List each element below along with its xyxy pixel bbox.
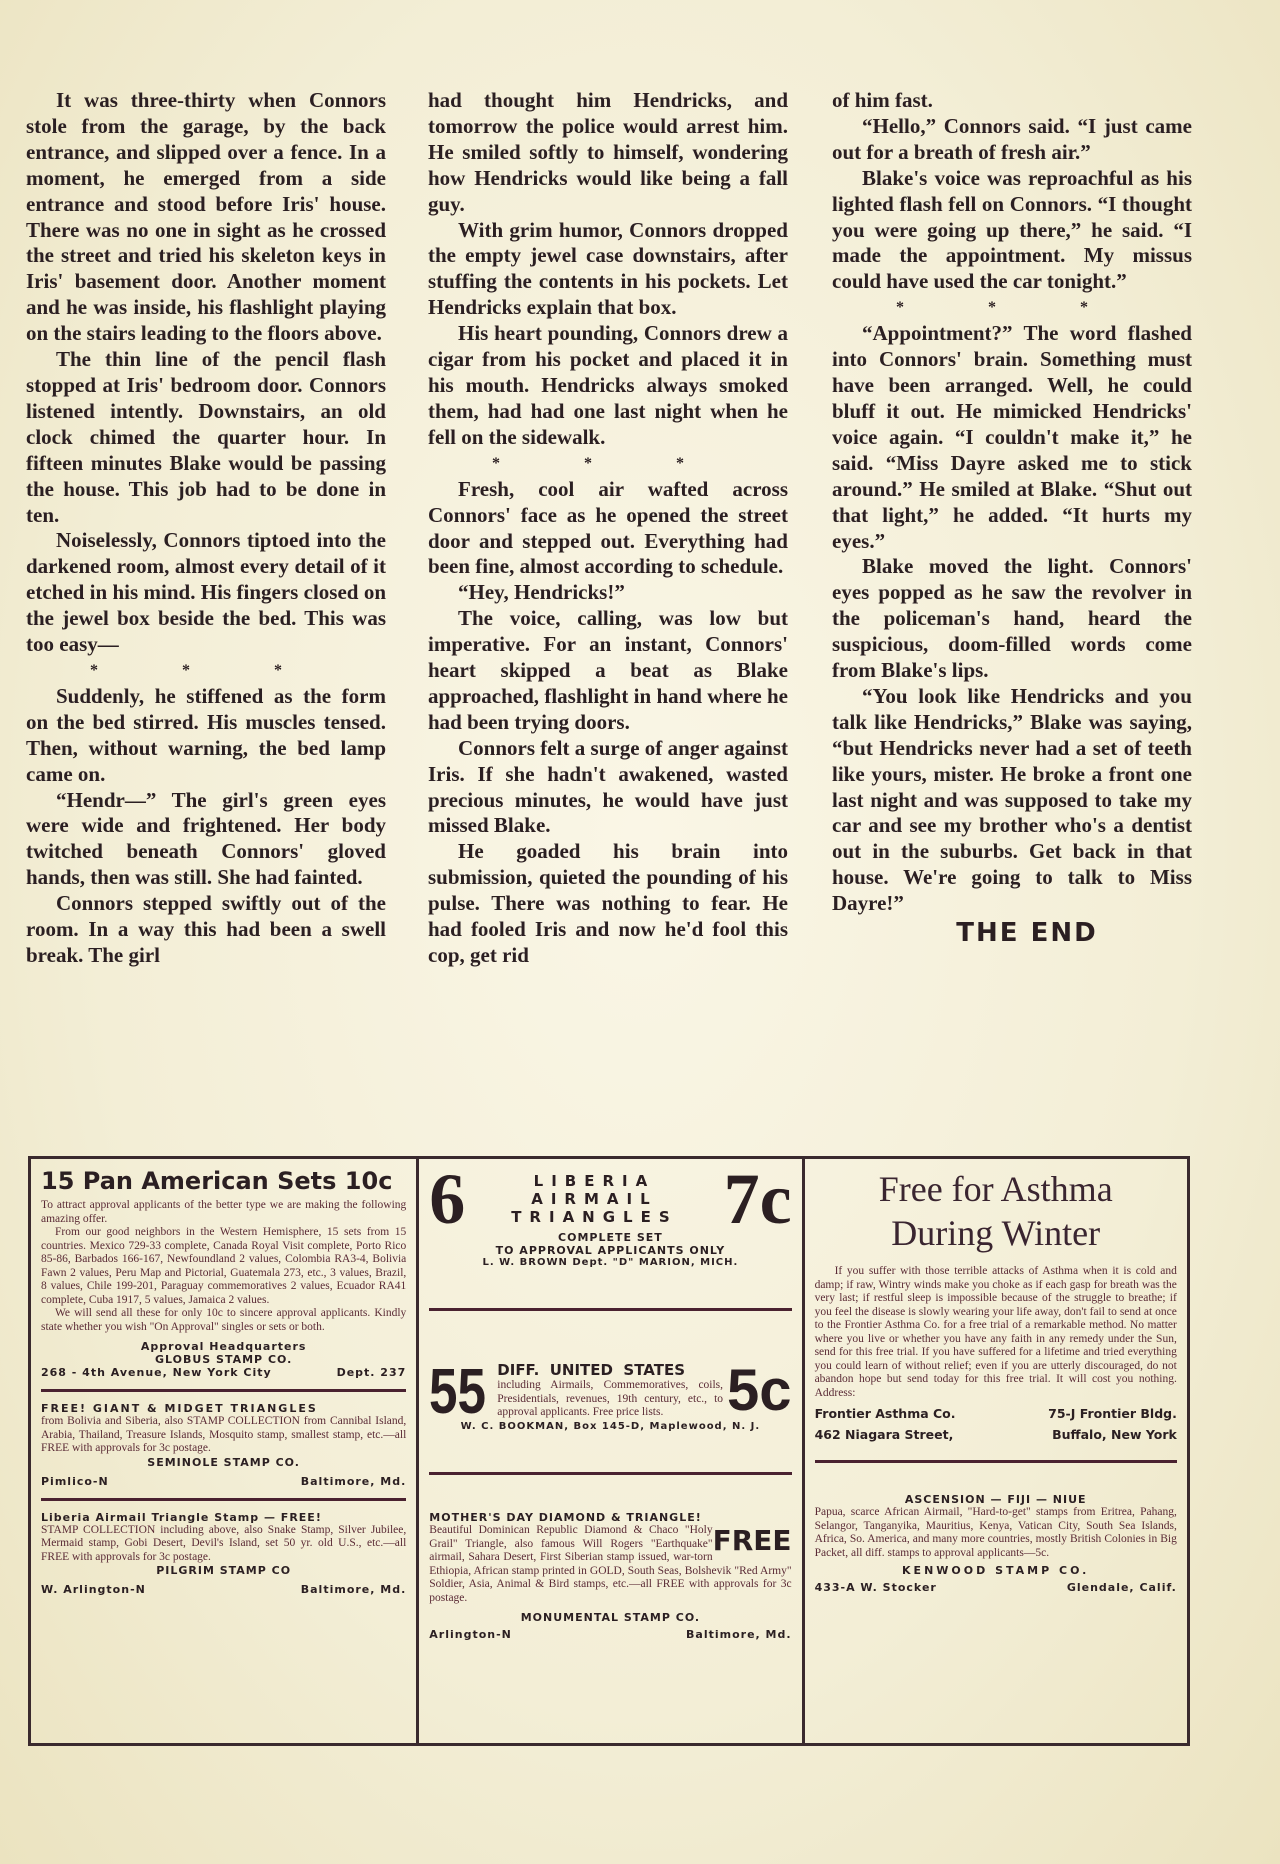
section-separator: * * * bbox=[90, 661, 322, 679]
paragraph: “Hello,” Connors said. “I just came out for a breath of fresh air.” bbox=[832, 113, 1192, 164]
paragraph: Blake moved the light. Connors' eyes popped as he saw the revolver in the policeman's hand, heard the suspicious, doom-filled words come from Blake's lips. bbox=[832, 554, 1192, 683]
paragraph: With grim humor, Connors dropped the empty jewel case downstairs, after stuffing the contents in his pockets. Let Hendricks explain that box. bbox=[428, 217, 788, 320]
ad-column-2 bbox=[416, 1159, 801, 1743]
brown-line: LIBERIA bbox=[533, 1172, 656, 1190]
kenwood-head: ASCENSION — FIJI — NIUE bbox=[904, 1493, 1087, 1506]
kenwood-right: Glendale, Calif. bbox=[1066, 1581, 1177, 1594]
bookman-price: 5c bbox=[727, 1358, 792, 1423]
monumental-company: MONUMENTAL STAMP CO. bbox=[520, 1611, 701, 1624]
seminole-body: from Bolivia and Siberia, also STAMP COLLECTION from Cannibal Island, Arabia, Thailand, Treasure Islands, Mosquito stamp, smallest stamp, etc.—all FREE with approvals for 3c postage. bbox=[41, 1415, 407, 1454]
monumental-right: Baltimore, Md. bbox=[686, 1628, 792, 1641]
globus-body: We will send all these for only 10c to sincere approval applicants. Kindly state whether you wish "On Approval" singles or sets or both. bbox=[41, 1307, 407, 1333]
paragraph: His heart pounding, Connors drew a cigar from his pocket and placed it in his mouth. Hendricks always smoked them, had had one last night when he fell on the sidewalk. bbox=[428, 321, 788, 449]
paragraph: Suddenly, he stiffened as the form on the bed stirred. His muscles tensed. Then, without warning, the bed lamp came on. bbox=[26, 683, 386, 786]
globus-body: To attract approval applicants of the better type we are making the following amazing offer. bbox=[41, 1199, 407, 1225]
monumental-free: FREE bbox=[712, 1524, 792, 1557]
divider bbox=[41, 1498, 406, 1501]
paragraph: It was three-thirty when Connors stole from the garage, by the back entrance, and slipped over a fence. In a moment, he emerged from a side entrance and stood before Iris' house. There was no one in sight as he crossed the street and tried his skeleton keys in Iris' basement door. Another moment and he was inside, his flashlight playing on the stairs leading to the floors above. bbox=[26, 88, 386, 346]
divider bbox=[815, 1460, 1177, 1463]
divider bbox=[41, 1389, 406, 1392]
section-separator: * * * bbox=[492, 454, 724, 472]
paragraph: “You look like Hendricks and you talk like Hendricks,” Blake was saying, “but Hendricks never had a set of teeth like yours, mister. He broke a front one last night and was supposed to take my car and see my brother who's a dentist out in the suburbs. Get back in that house. We're going to talk to Miss Dayre!” bbox=[832, 683, 1192, 916]
paragraph: Fresh, cool air wafted across Connors' face as he opened the street door and stepped out. Everything had been fine, almost according to schedule. bbox=[428, 476, 788, 579]
advertisements-box bbox=[28, 1156, 1190, 1746]
bookman-body: including Airmails, Commemoratives, coils, Presidentials, revenues, 19th century, etc., to approval applicants. Free price lists. bbox=[497, 1379, 724, 1418]
seminole-company: SEMINOLE STAMP CO. bbox=[147, 1455, 300, 1469]
brown-number: 6 bbox=[429, 1159, 466, 1239]
story-column-2 bbox=[428, 88, 788, 969]
asthma-body: If you suffer with those terrible attacks of Asthma when it is cold and damp; if raw, Wintry winds make you choke as if each gasp for breath was the very last; if restful sleep is impossible because of the struggle to breathe; if you feel the disease is slowly wearing your life away, don't fail to send at once to the Frontier Asthma Co. for a free trial of a remarkable method. No matter where you live or whether you have any faith in any remedy under the Sun, send for this free trial. If you have suffered for a lifetime and tried everything you could learn of without relief; even if you are utterly discouraged, do not abandon hope but send today for this free trial. It will cost you nothing. Address: bbox=[814, 1265, 1177, 1399]
globus-address: 268 - 4th Avenue, New York City bbox=[41, 1366, 272, 1379]
monumental-head: MOTHER'S DAY DIAMOND & TRIANGLE! bbox=[429, 1511, 702, 1524]
paragraph: Connors felt a surge of anger against Iris. If she hadn't awakened, wasted precious minutes, he would have just missed Blake. bbox=[428, 735, 788, 838]
asthma-title: Free for Asthma bbox=[878, 1169, 1113, 1209]
paragraph: “Appointment?” The word flashed into Connors' brain. Something must have been arranged. Well, he could bluff it out. He mimicked Hendricks' voice again. “I couldn't make it,” he said. “Miss Dayre asked me to stick around.” He smiled at Blake. “Shut out that light,” he added. “It hurts my eyes.” bbox=[832, 321, 1192, 553]
kenwood-company: KENWOOD STAMP CO. bbox=[902, 1564, 1090, 1577]
pilgrim-left: W. Arlington-N bbox=[41, 1583, 146, 1596]
brown-price: 7c bbox=[723, 1159, 792, 1239]
brown-line: COMPLETE SET bbox=[558, 1231, 663, 1244]
monumental-left: Arlington-N bbox=[429, 1628, 512, 1641]
ad-column-1 bbox=[31, 1159, 416, 1743]
globus-company: GLOBUS STAMP CO. bbox=[154, 1353, 293, 1366]
pilgrim-right: Baltimore, Md. bbox=[300, 1583, 407, 1596]
paragraph: “Hendr—” The girl's green eyes were wide and frightened. Her body twitched beneath Connors' gloved hands, then was still. She had fainted. bbox=[26, 787, 386, 890]
paragraph: The voice, calling, was low but imperative. For an instant, Connors' heart skipped a beat as Blake approached, flashlight in hand where he had been trying doors. bbox=[428, 606, 788, 734]
monumental-body: Beautiful Dominican Republic Diamond & Chaco "Holy Grail" Triangle, also famous Will Rogers "Earthquake" airmail, Sahara Desert, First Siberian stamp issued, war-torn Ethiopia, African stamp printed in GOLD, South Seas, Bolshevik "Red Army" Soldier, Asia, Animal & Bird stamps, etc.—all FREE with approvals for 3c postage. bbox=[429, 1524, 792, 1604]
bookman-head: DIFF. UNITED STATES bbox=[497, 1361, 686, 1379]
bookman-address: W. C. BOOKMAN, Box 145-D, Maplewood, N. J. bbox=[460, 1421, 761, 1432]
pilgrim-company: PILGRIM STAMP CO bbox=[156, 1564, 292, 1577]
paragraph: of him fast. bbox=[832, 88, 933, 112]
section-separator: * * * bbox=[896, 299, 1128, 317]
globus-title: 15 Pan American Sets 10c bbox=[41, 1167, 393, 1195]
paragraph: The thin line of the pencil flash stopped at Iris' bedroom door. Connors listened intently. Downstairs, an old clock chimed the quarter hour. In fifteen minutes Blake would be passing the house. This job had to be done in ten. bbox=[26, 347, 386, 527]
paragraph: Noiselessly, Connors tiptoed into the darkened room, almost every detail of it etched in his mind. His fingers closed on the jewel box beside the bed. This was too easy— bbox=[26, 528, 386, 657]
kenwood-body: Papua, scarce African Airmail, "Hard-to-get" stamps from Eritrea, Pahang, Selangor, Tanganyika, Mauritius, Kenya, Vatican City, South Sea Islands, Africa, So. America, and many more countries, mostly British Colonies in Big Packet, all diff. stamps to approval applicants—5c. bbox=[814, 1506, 1177, 1559]
paragraph: Connors stepped swiftly out of the room. In a way this had been a swell break. The girl bbox=[26, 891, 386, 967]
globus-dept: Dept. 237 bbox=[336, 1366, 407, 1379]
brown-line: AIRMAIL bbox=[531, 1190, 658, 1208]
asthma-title: During Winter bbox=[891, 1213, 1101, 1253]
seminole-left: Pimlico-N bbox=[41, 1474, 109, 1488]
the-end-label: THE END bbox=[956, 918, 1098, 949]
divider bbox=[429, 1472, 791, 1475]
asthma-address: 75-J Frontier Bldg. bbox=[1048, 1406, 1177, 1421]
seminole-head: FREE! GIANT & MIDGET TRIANGLES bbox=[41, 1402, 318, 1415]
divider bbox=[429, 1308, 791, 1311]
brown-line: TO APPROVAL APPLICANTS ONLY bbox=[495, 1244, 726, 1257]
brown-address: L. W. BROWN Dept. "D" MARION, MICH. bbox=[482, 1257, 739, 1268]
paragraph: He goaded his brain into submission, quieted the pounding of his pulse. There was nothing to fear. He had fooled Iris and now he'd fool this cop, get rid bbox=[428, 839, 788, 967]
seminole-right: Baltimore, Md. bbox=[300, 1474, 407, 1488]
asthma-address: 462 Niagara Street, bbox=[814, 1427, 954, 1442]
asthma-address: Buffalo, New York bbox=[1052, 1427, 1177, 1442]
paragraph: “Hey, Hendricks!” bbox=[458, 580, 625, 605]
bookman-number: 55 bbox=[429, 1355, 487, 1427]
asthma-address: Frontier Asthma Co. bbox=[814, 1406, 956, 1421]
kenwood-left: 433-A W. Stocker bbox=[814, 1581, 937, 1594]
ad-column-3 bbox=[802, 1159, 1187, 1743]
paragraph: Blake's voice was reproachful as his lighted flash fell on Connors. “I thought you were going up there,” he said. “I made the appointment. My missus could have used the car tonight.” bbox=[832, 165, 1192, 294]
pilgrim-head: Liberia Airmail Triangle Stamp — FREE! bbox=[41, 1510, 322, 1524]
story-column-3 bbox=[832, 88, 1192, 947]
story-column-1 bbox=[26, 88, 386, 969]
brown-line: TRIANGLES bbox=[511, 1208, 678, 1226]
globus-body: From our good neighbors in the Western Hemisphere, 15 sets from 15 countries. Mexico 729-33 complete, Canada Royal Visit complete, Porto Rico 85-86, Barbados 166-167, Newfoundland 2 values, Colombia RA3-4, Bolivia Fawn 2 values, Peru Map and Pictorial, Guatemala 273, etc., 3 values, Brazil, 8 values, Chile 199-201, Paraguay commemoratives 2 values, Ecuador RA41 complete, Cuba 1917, 5 values, Jamaica 2 values. bbox=[41, 1226, 407, 1306]
paragraph: had thought him Hendricks, and tomorrow the police would arrest him. He smiled softly to himself, wondering how Hendricks would like being a fall guy. bbox=[428, 88, 788, 216]
pilgrim-body: STAMP COLLECTION including above, also Snake Stamp, Silver Jubilee, Mermaid stamp, Gobi Desert, Devil's Island, set 50 yr. old U.S., etc.—all FREE with approvals for 3c postage. bbox=[41, 1523, 407, 1563]
globus-line: Approval Headquarters bbox=[140, 1340, 307, 1353]
